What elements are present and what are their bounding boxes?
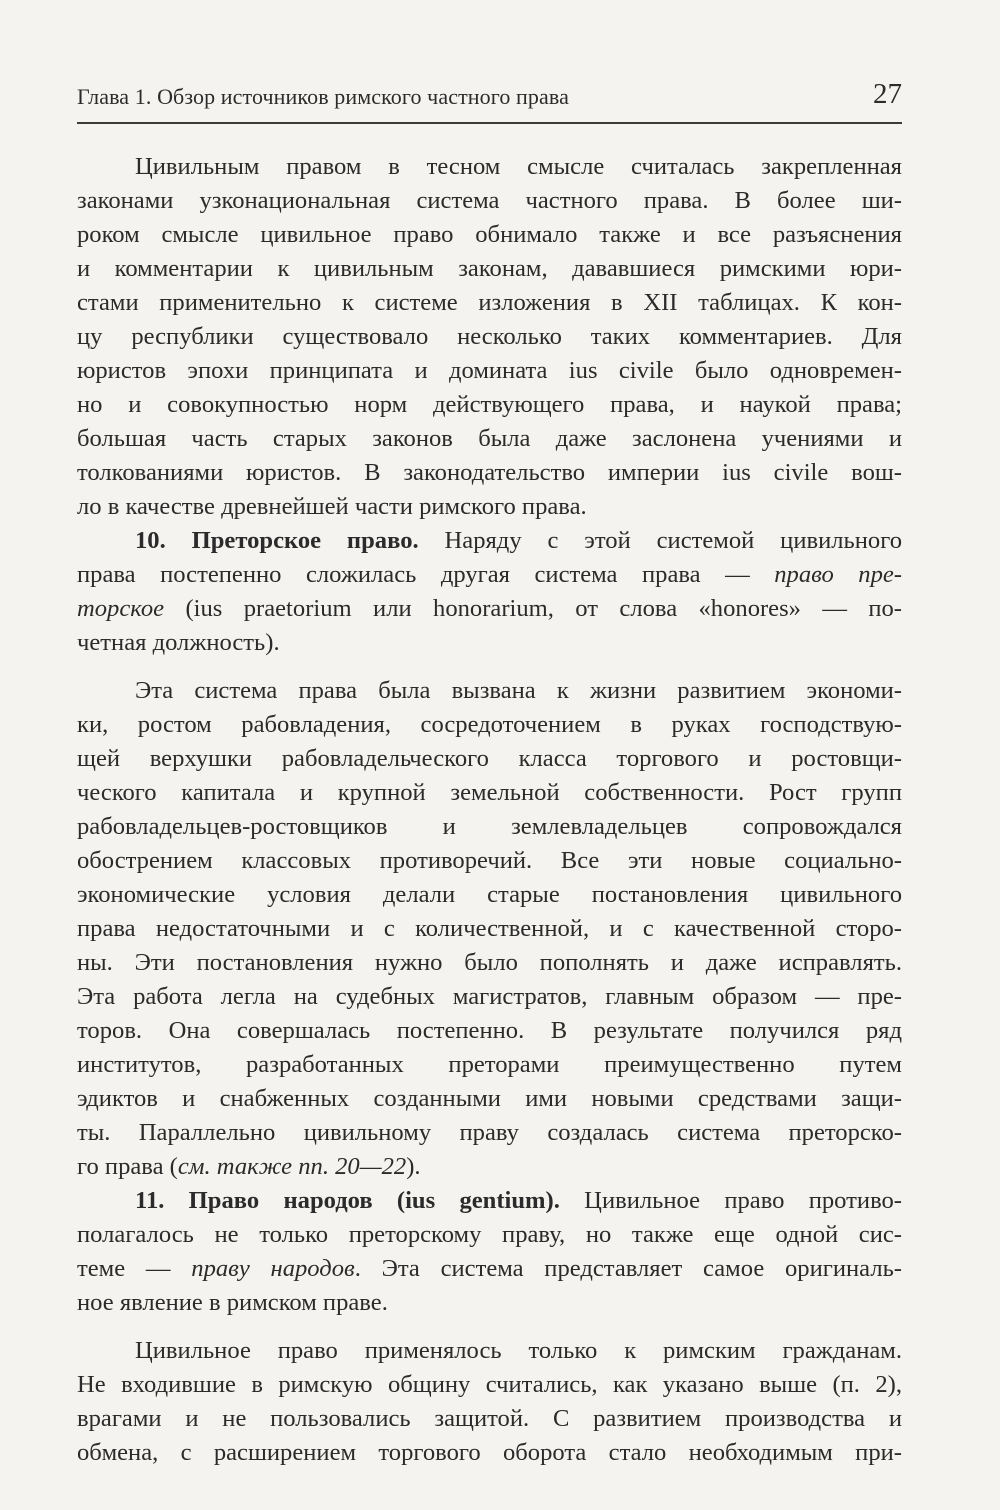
text-line — [77, 912, 902, 946]
text-run: роком смысле цивильное право обнимало также и все разъяснения — [77, 221, 902, 248]
text-line — [77, 810, 902, 844]
text-run: теме — — [77, 1255, 192, 1282]
text-line — [77, 708, 902, 742]
text-run: законами узконациональная система частного права. В более ши- — [77, 187, 902, 214]
text-run: ло в качестве древнейшей части римского права. — [77, 493, 587, 520]
text-run: и комментарии к цивильным законам, дававшиеся римскими юри- — [77, 255, 902, 282]
text-run: цу республики существовало несколько таких комментариев. Для — [77, 323, 902, 350]
text-line — [77, 252, 902, 286]
running-header — [77, 78, 902, 124]
italic-term: право пре- — [774, 561, 902, 588]
text-line — [77, 776, 902, 810]
text-line — [77, 1436, 902, 1470]
text-line — [77, 558, 902, 592]
text-line — [77, 1402, 902, 1436]
text-run: полагалось не только преторскому праву, но также еще одной сис- — [77, 1221, 902, 1248]
text-run: рабовладельцев-ростовщиков и землевладельцев сопровождался — [77, 813, 902, 840]
text-line — [77, 626, 902, 660]
text-line — [77, 674, 902, 708]
page-body — [77, 150, 902, 1470]
text-run: стами применительно к системе изложения в XII таблицах. К кон- — [77, 289, 902, 316]
chapter-title: Глава 1. Обзор источников римского частного права — [77, 84, 569, 109]
text-line — [77, 286, 902, 320]
section-heading: 10. Преторское право. — [135, 527, 419, 554]
text-run: юристов эпохи принципата и домината ius civile было одновремен- — [77, 357, 902, 384]
text-run: институтов, разработанных преторами преимущественно путем — [77, 1051, 902, 1078]
text-run: но и совокупностью норм действующего права, и наукой права; — [77, 391, 902, 418]
text-line — [77, 1286, 902, 1320]
text-line — [77, 1218, 902, 1252]
text-run: Наряду с этой системой цивильного — [418, 527, 902, 554]
text-line — [77, 1150, 902, 1184]
text-run: . Эта система представляет самое оригиналь- — [354, 1255, 902, 1282]
italic-term: см. также пп. 20—22 — [177, 1153, 407, 1180]
text-run: четная должность). — [77, 629, 280, 656]
text-run: обмена, с расширением торгового оборота стало необходимым при- — [77, 1439, 902, 1466]
text-line — [77, 1082, 902, 1116]
text-run: ческого капитала и крупной земельной собственности. Рост групп — [77, 779, 902, 806]
text-run: экономические условия делали старые постановления цивильного — [77, 881, 902, 908]
text-run: торов. Она совершалась постепенно. В результате получился ряд — [77, 1017, 902, 1044]
text-line — [77, 946, 902, 980]
text-line — [77, 218, 902, 252]
text-line — [77, 524, 902, 558]
text-run: Не входившие в римскую общину считались, как указано выше (п. 2), — [77, 1371, 902, 1398]
text-run: (ius praetorium или honorarium, от слова «honores» — по- — [164, 595, 902, 622]
text-run: большая часть старых законов была даже заслонена учениями и — [77, 425, 902, 452]
text-run: обострением классовых противоречий. Все эти новые социально- — [77, 847, 902, 874]
page-number: 27 — [873, 78, 902, 110]
paragraph-gap — [77, 660, 902, 674]
text-run: ки, ростом рабовладения, сосредоточением в руках господствую- — [77, 711, 902, 738]
text-run: го права ( — [77, 1153, 178, 1180]
italic-term: праву народов — [191, 1255, 355, 1282]
text-line — [77, 184, 902, 218]
section-heading: 11. Право народов (ius gentium). — [135, 1187, 560, 1214]
text-line — [77, 1184, 902, 1218]
text-line — [77, 456, 902, 490]
text-line — [77, 1368, 902, 1402]
text-run: Эта система права была вызвана к жизни развитием экономи- — [135, 677, 902, 704]
text-run: ное явление в римском праве. — [77, 1289, 388, 1316]
text-run: щей верхушки рабовладельческого класса торгового и ростовщи- — [77, 745, 902, 772]
text-line — [77, 1048, 902, 1082]
text-line — [77, 1252, 902, 1286]
text-run: права недостаточными и с количественной, и с качественной сторо- — [77, 915, 902, 942]
text-run: ны. Эти постановления нужно было пополнять и даже исправлять. — [77, 949, 902, 976]
text-line — [77, 354, 902, 388]
text-line — [77, 490, 902, 524]
text-line — [77, 980, 902, 1014]
text-run: Цивильное право применялось только к римским гражданам. — [135, 1337, 902, 1364]
text-line — [77, 1014, 902, 1048]
text-line — [77, 422, 902, 456]
text-line — [77, 388, 902, 422]
text-line — [77, 742, 902, 776]
text-line — [77, 1334, 902, 1368]
text-line — [77, 878, 902, 912]
text-line — [77, 592, 902, 626]
text-run: эдиктов и снабженных созданными ими новыми средствами защи- — [77, 1085, 902, 1112]
paragraph-gap — [77, 1320, 902, 1334]
text-line — [77, 150, 902, 184]
text-run: врагами и не пользовались защитой. С развитием производства и — [77, 1405, 902, 1432]
text-run: толкованиями юристов. В законодательство империи ius civile вош- — [77, 459, 902, 486]
text-run: ты. Параллельно цивильному праву создалась система преторско- — [77, 1119, 902, 1146]
text-line — [77, 320, 902, 354]
italic-term: торское — [77, 595, 165, 622]
text-run: Цивильным правом в тесном смысле считалась закрепленная — [135, 153, 902, 180]
text-line — [77, 1116, 902, 1150]
text-run: ). — [406, 1153, 421, 1180]
text-run: права постепенно сложилась другая система права — — [77, 561, 775, 588]
text-run: Эта работа легла на судебных магистратов, главным образом — пре- — [77, 983, 902, 1010]
text-line — [77, 844, 902, 878]
text-run: Цивильное право противо- — [559, 1187, 902, 1214]
